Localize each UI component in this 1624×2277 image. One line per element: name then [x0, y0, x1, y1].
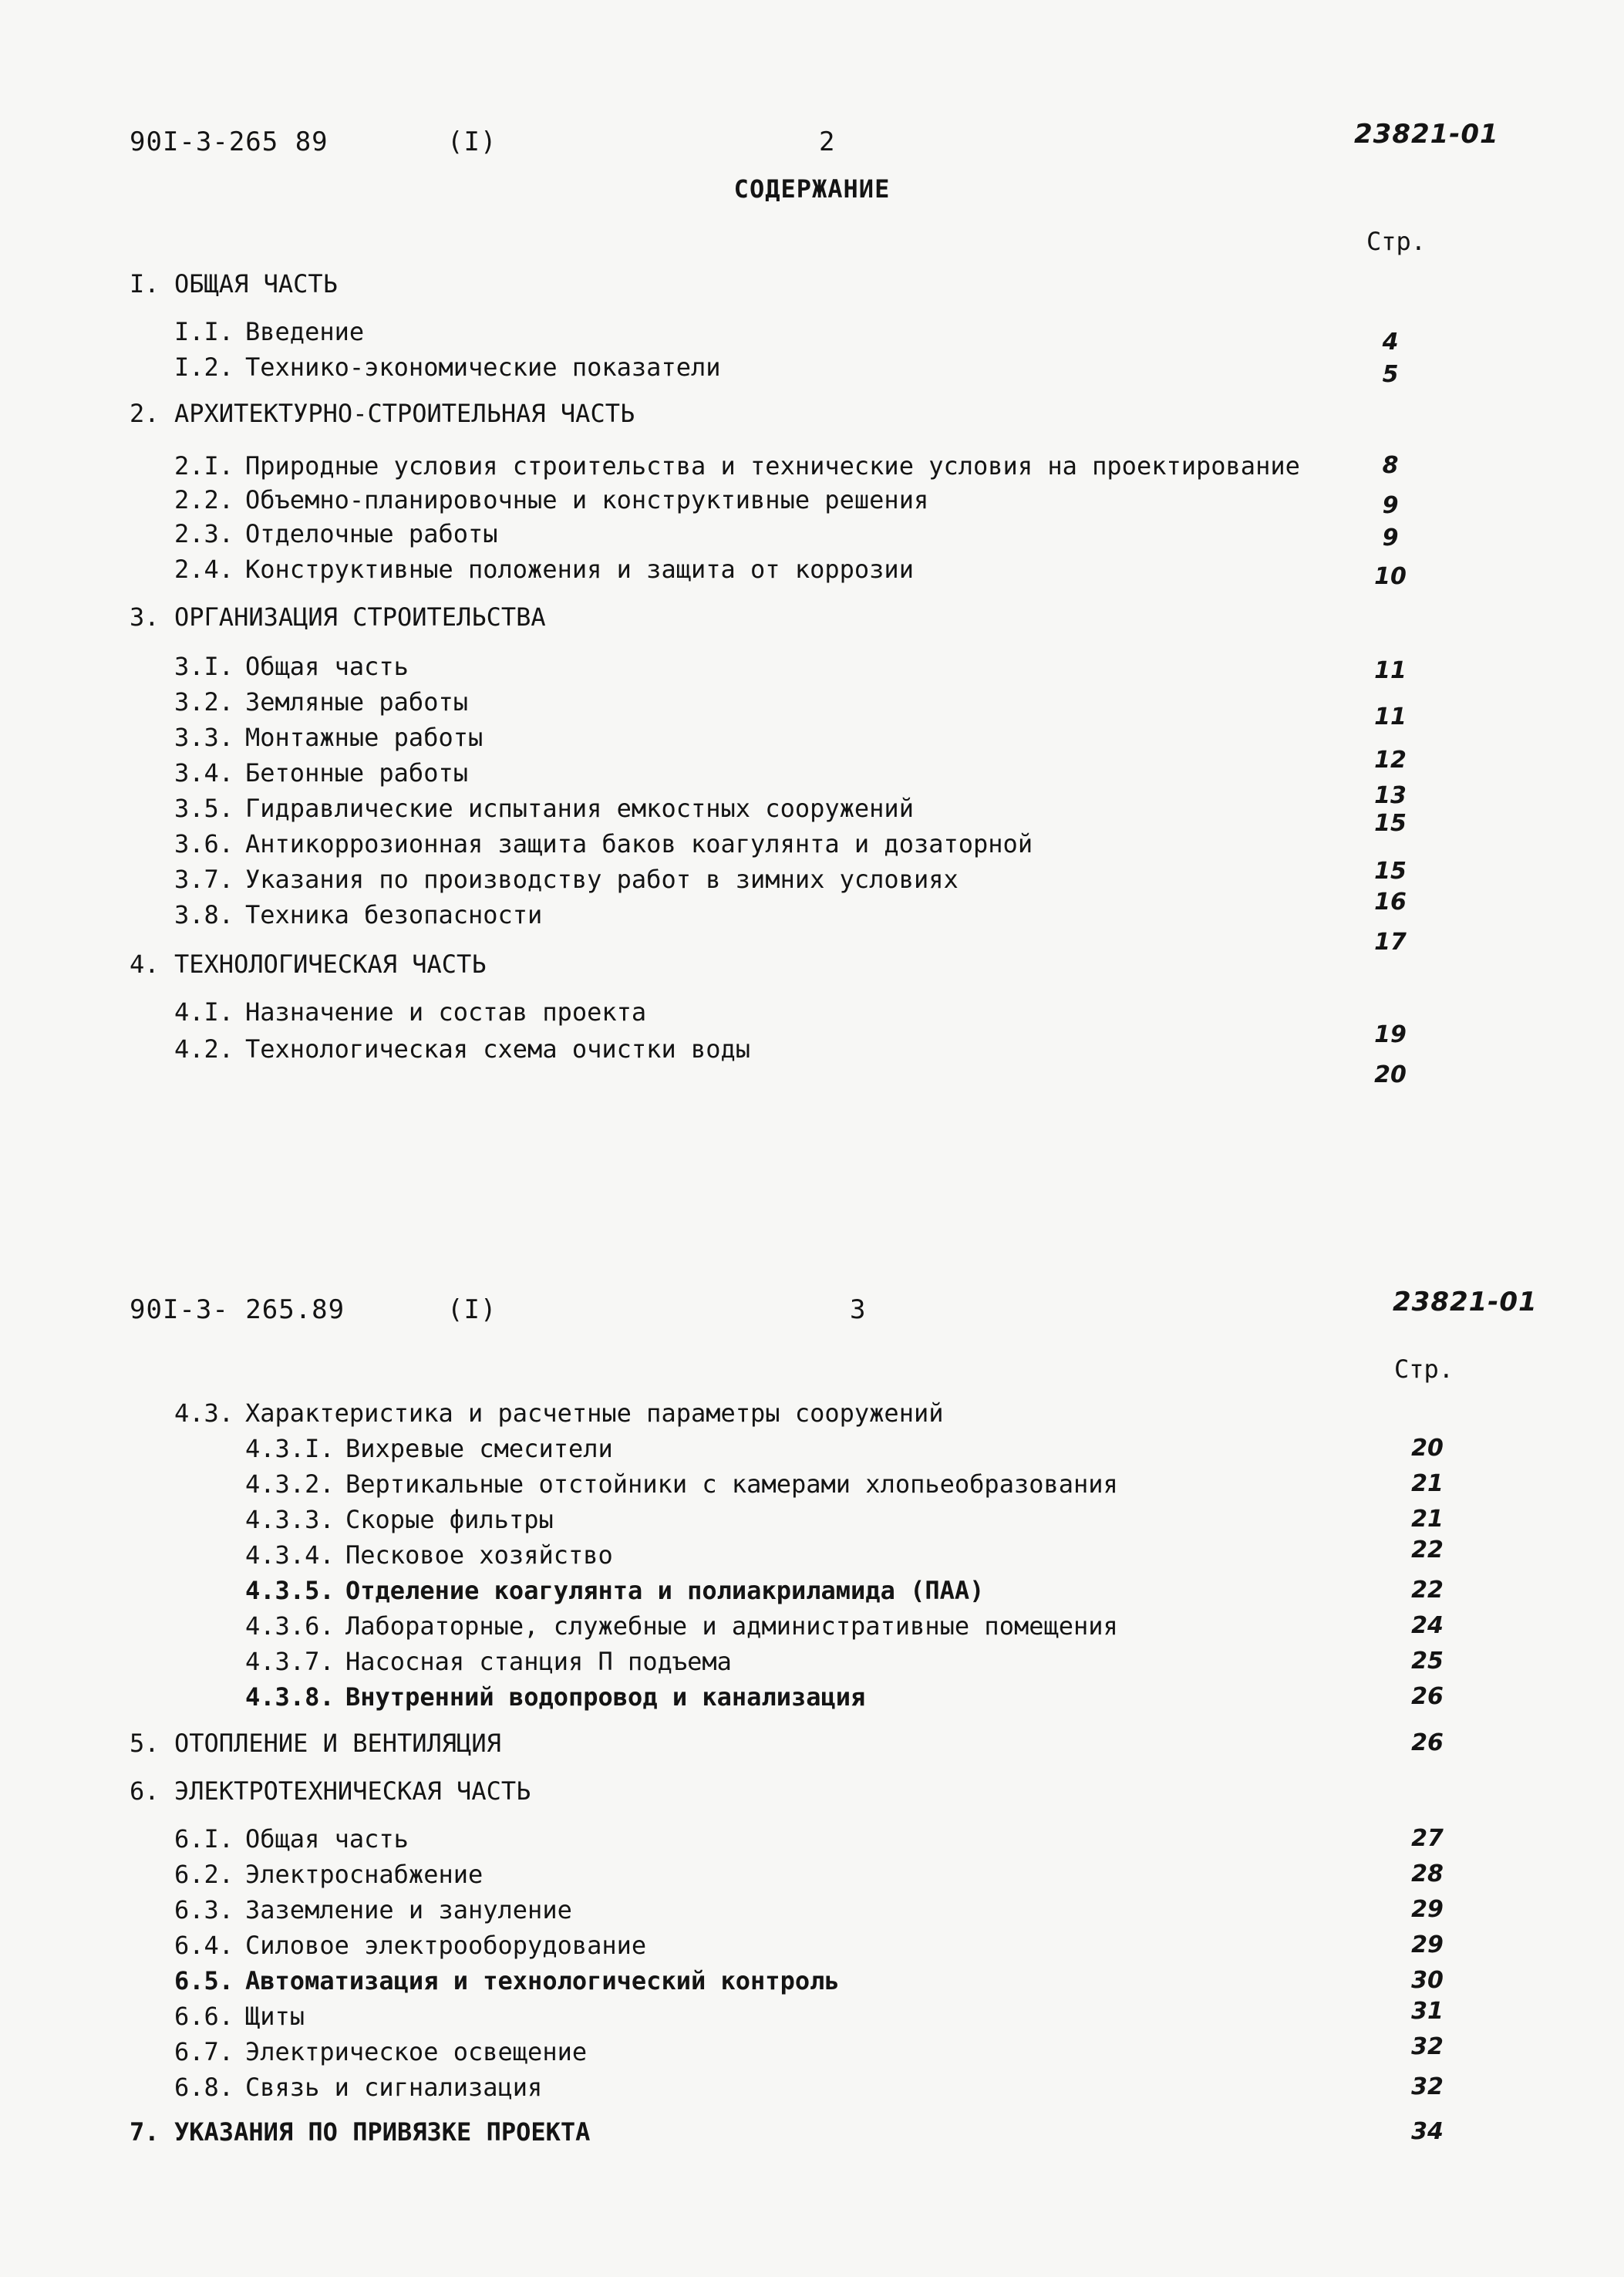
toc-text: Общая часть [245, 1824, 409, 1854]
toc-page: 15 [1374, 810, 1407, 837]
toc-text: Скорые фильтры [345, 1505, 554, 1534]
toc-text: Отделение коагулянта и полиакриламида (ПАА) [345, 1576, 985, 1605]
toc-text: Технико-экономические показатели [245, 353, 721, 382]
archive-stamp: 23821-01 [1354, 119, 1499, 150]
toc-page: 26 [1411, 1729, 1444, 1756]
toc-entry [0, 1609, 1624, 1643]
toc-page: 8 [1382, 452, 1399, 479]
toc-text: Вихревые смесители [345, 1434, 613, 1463]
toc-entry [0, 649, 1624, 683]
toc-entry [0, 1999, 1624, 2033]
toc-text: Технологическая схема очистки воды [245, 1034, 751, 1064]
toc-page: 31 [1411, 1998, 1444, 2025]
toc-text: Силовое электрооборудование [245, 1931, 647, 1960]
toc-section [0, 1726, 1624, 1760]
toc-number: 4.3.3. [245, 1505, 335, 1534]
page-column-label: Стр. [1394, 1354, 1454, 1384]
toc-text: ОРГАНИЗАЦИЯ СТРОИТЕЛЬСТВА [174, 602, 546, 632]
toc-entry [0, 2070, 1624, 2104]
doc-code: 90I-3-265 89 [130, 126, 329, 157]
toc-number: I.I. [174, 317, 234, 346]
toc-number: 6.3. [174, 1895, 234, 1924]
page-number: 3 [850, 1294, 867, 1325]
toc-page: 25 [1411, 1648, 1444, 1675]
toc-entry [0, 995, 1624, 1048]
toc-text: Автоматизация и технологический контроль [245, 1966, 840, 1995]
toc-page: 27 [1411, 1825, 1444, 1852]
toc-number: I. [130, 269, 160, 299]
toc-text: Щиты [245, 2002, 305, 2031]
toc-page: 15 [1374, 858, 1407, 885]
toc-number: 6.5. [174, 1966, 234, 1995]
toc-entry [0, 1857, 1624, 1891]
toc-number: 4.3.7. [245, 1647, 335, 1676]
toc-number: 4.3.8. [245, 1682, 335, 1712]
toc-number: 2. [130, 399, 160, 428]
toc-entry [0, 1928, 1624, 1962]
toc-text: ОБЩАЯ ЧАСТЬ [174, 269, 338, 299]
part-number: (I) [447, 126, 497, 157]
toc-number: 4. [130, 950, 160, 979]
toc-page: 12 [1374, 747, 1407, 774]
toc-page: 19 [1374, 1021, 1407, 1048]
toc-text: УКАЗАНИЯ ПО ПРИВЯЗКЕ ПРОЕКТА [174, 2117, 591, 2147]
toc-page: 28 [1411, 1860, 1444, 1887]
toc-page: 10 [1374, 563, 1407, 590]
toc-text: Бетонные работы [245, 758, 468, 788]
toc-number: 3.7. [174, 865, 234, 894]
toc-entry [0, 1822, 1624, 1856]
toc-page: 5 [1382, 361, 1399, 388]
toc-page: 4 [1382, 329, 1399, 356]
toc-page: 11 [1374, 657, 1407, 684]
toc-entry [0, 1893, 1624, 1927]
toc-entry [0, 483, 1624, 517]
toc-entry [0, 685, 1624, 730]
part-number: (I) [447, 1294, 497, 1325]
toc-entry [0, 898, 1624, 956]
toc-page: 26 [1411, 1683, 1444, 1710]
toc-entry [0, 1574, 1624, 1607]
toc-number: 3.6. [174, 829, 234, 859]
toc-text: Общая часть [245, 652, 409, 681]
toc-text: Лабораторные, служебные и административные помещения [345, 1611, 1118, 1641]
toc-page: 29 [1411, 1896, 1444, 1923]
toc-number: 2.2. [174, 485, 234, 514]
toc-entry [0, 315, 1624, 356]
toc-title: СОДЕРЖАНИЕ [733, 174, 891, 204]
toc-section [0, 267, 1624, 301]
toc-number: 4.3.6. [245, 1611, 335, 1641]
toc-text: ТЕХНОЛОГИЧЕСКАЯ ЧАСТЬ [174, 950, 487, 979]
page-column-label: Стр. [1366, 227, 1427, 256]
toc-entry [0, 449, 1624, 483]
toc-page: 29 [1411, 1931, 1444, 1958]
toc-number: 3.I. [174, 652, 234, 681]
toc-number: 4.3.4. [245, 1540, 335, 1570]
toc-number: 4.I. [174, 997, 234, 1027]
toc-number: 6.8. [174, 2073, 234, 2102]
toc-number: 4.3. [174, 1398, 234, 1428]
toc-number: 6. [130, 1776, 160, 1806]
toc-page: 9 [1382, 525, 1399, 552]
toc-number: I.2. [174, 353, 234, 382]
toc-entry [0, 1644, 1624, 1678]
toc-entry [0, 1964, 1624, 1998]
toc-number: 6.6. [174, 2002, 234, 2031]
toc-number: 3.4. [174, 758, 234, 788]
toc-text: Заземление и зануление [245, 1895, 572, 1924]
toc-text: ЭЛЕКТРОТЕХНИЧЕСКАЯ ЧАСТЬ [174, 1776, 531, 1806]
toc-text: Монтажные работы [245, 723, 483, 752]
toc-section [0, 396, 1624, 430]
toc-entry [0, 1396, 1624, 1430]
toc-section [0, 1774, 1624, 1808]
toc-text: Электрическое освещение [245, 2037, 588, 2066]
toc-text: Вертикальные отстойники с камерами хлопьеобразования [345, 1469, 1118, 1499]
toc-page: 21 [1411, 1506, 1444, 1533]
toc-text: Назначение и состав проекта [245, 997, 647, 1027]
toc-number: 2.3. [174, 519, 234, 548]
toc-text: Песковое хозяйство [345, 1540, 613, 1570]
toc-page: 21 [1411, 1470, 1444, 1497]
toc-text: Конструктивные положения и защита от коррозии [245, 555, 914, 584]
toc-number: 3.2. [174, 687, 234, 717]
toc-number: 3.5. [174, 794, 234, 823]
toc-text: Насосная станция П подъема [345, 1647, 732, 1676]
toc-page: 16 [1374, 889, 1407, 916]
toc-text: Связь и сигнализация [245, 2073, 543, 2102]
toc-number: 2.I. [174, 451, 234, 481]
toc-text: Характеристика и расчетные параметры сооружений [245, 1398, 944, 1428]
toc-page: 13 [1374, 782, 1407, 809]
toc-number: 4.3.5. [245, 1576, 335, 1605]
toc-entry [0, 1032, 1624, 1088]
toc-section [0, 600, 1624, 634]
toc-text: Земляные работы [245, 687, 468, 717]
toc-entry [0, 2035, 1624, 2069]
toc-section [0, 2115, 1624, 2149]
toc-page: 34 [1411, 2118, 1444, 2145]
toc-number: 6.4. [174, 1931, 234, 1960]
toc-text: АРХИТЕКТУРНО-СТРОИТЕЛЬНАЯ ЧАСТЬ [174, 399, 635, 428]
toc-number: 6.I. [174, 1824, 234, 1854]
toc-page: 32 [1411, 2033, 1444, 2060]
toc-section [0, 947, 1624, 981]
toc-text: Введение [245, 317, 365, 346]
toc-page: 17 [1374, 929, 1407, 956]
toc-entry [0, 1680, 1624, 1714]
toc-page: 20 [1411, 1435, 1444, 1462]
toc-page: 30 [1411, 1967, 1444, 1994]
toc-page: 24 [1411, 1612, 1444, 1639]
toc-number: 2.4. [174, 555, 234, 584]
toc-text: Гидравлические испытания емкостных сооружений [245, 794, 914, 823]
page-number: 2 [819, 126, 836, 157]
doc-code: 90I-3- 265.89 [130, 1294, 345, 1325]
toc-number: 6.7. [174, 2037, 234, 2066]
toc-entry [0, 1503, 1624, 1537]
toc-text: Электроснабжение [245, 1860, 483, 1889]
toc-entry [0, 1467, 1624, 1501]
toc-text: Отделочные работы [245, 519, 498, 548]
toc-entry [0, 1432, 1624, 1466]
toc-entry [0, 552, 1624, 590]
toc-page: 22 [1411, 1577, 1444, 1604]
toc-number: 4.3.2. [245, 1469, 335, 1499]
toc-number: 4.3.I. [245, 1434, 335, 1463]
toc-page: 9 [1382, 492, 1399, 519]
toc-text: Техника безопасности [245, 900, 543, 929]
toc-page: 11 [1374, 703, 1407, 730]
toc-entry [0, 350, 1624, 388]
toc-page: 20 [1374, 1061, 1407, 1088]
toc-number: 6.2. [174, 1860, 234, 1889]
toc-page: 22 [1411, 1537, 1444, 1564]
toc-page: 32 [1411, 2073, 1444, 2100]
document-page-3 [0, 1203, 1624, 2277]
toc-number: 3. [130, 602, 160, 632]
toc-text: Внутренний водопровод и канализация [345, 1682, 866, 1712]
toc-text: Антикоррозионная защита баков коагулянта и дозаторной [245, 829, 1033, 859]
toc-entry [0, 1538, 1624, 1572]
toc-number: 4.2. [174, 1034, 234, 1064]
toc-number: 3.8. [174, 900, 234, 929]
toc-text: Объемно-планировочные и конструктивные решения [245, 485, 929, 514]
toc-entry [0, 791, 1624, 837]
toc-number: 7. [130, 2117, 160, 2147]
toc-number: 3.3. [174, 723, 234, 752]
toc-entry [0, 517, 1624, 551]
archive-stamp: 23821-01 [1393, 1287, 1538, 1317]
toc-number: 5. [130, 1729, 160, 1758]
toc-text: ОТОПЛЕНИЕ И ВЕНТИЛЯЦИЯ [174, 1729, 501, 1758]
toc-text: Природные условия строительства и технические условия на проектирование [245, 451, 1300, 481]
toc-text: Указания по производству работ в зимних условиях [245, 865, 959, 894]
